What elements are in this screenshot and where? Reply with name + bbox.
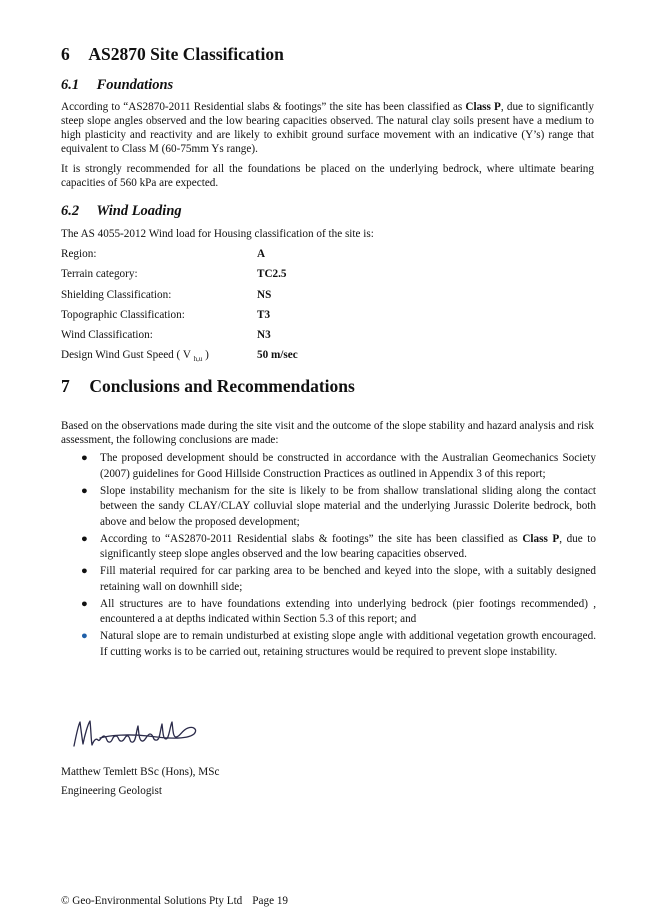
list-item xyxy=(61,532,596,563)
wind-row-topographic xyxy=(61,308,270,322)
bullet-icon: ● xyxy=(81,565,88,577)
section-6-title: AS2870 Site Classification xyxy=(88,44,284,64)
foundations-class-p: Class P xyxy=(465,101,501,113)
wind-gust-label xyxy=(61,348,257,366)
section-6-heading xyxy=(61,44,284,65)
list-item-text: All structures are to have foundations extending into underlying bedrock (pier footings recommended) , encountered a at depths indicated within Section 5.3 of this report; and xyxy=(100,597,596,625)
wind-row-label: Shielding Classification: xyxy=(61,289,172,301)
handwritten-signature xyxy=(70,712,210,756)
foundations-p1-text-end: , due to significantly steep slope angles observed and the low bearing capacities observed. The natural clay soils present have a medium to high plasticity and reactivity and are likely to exhibit ground surface movement with an indicative (Y’s) range that equivalent to Class M (60-75mm Ys range). xyxy=(61,101,594,155)
list-item xyxy=(61,564,596,595)
wind-row-label: Topographic Classification: xyxy=(61,309,185,321)
signatory-name: Matthew Temlett BSc (Hons), MSc xyxy=(61,766,220,778)
section-6-2-number: 6.2 xyxy=(61,203,80,219)
list-item-text: Natural slope are to remain undisturbed at existing slope angle with additional vegetation growth encouraged. If cutting works is to be carried out, retaining structures would be required to prevent slope instability. xyxy=(100,630,596,658)
wind-row-value: TC2.5 xyxy=(257,268,287,280)
wind-row-value: T3 xyxy=(257,309,271,321)
bullet-icon: ● xyxy=(81,630,88,642)
section-6-2-title: Wind Loading xyxy=(96,203,182,219)
foundations-p1-text: According to “AS2870-2011 Residential slabs & footings” the site has been classified as xyxy=(61,101,466,113)
section-7-heading xyxy=(61,376,355,397)
wind-row-gust-speed xyxy=(61,348,298,366)
wind-row-value: A xyxy=(257,248,266,260)
section-6-2-heading xyxy=(61,203,182,220)
wind-row-shielding xyxy=(61,288,271,302)
foundations-paragraph-1 xyxy=(61,100,594,156)
list-item xyxy=(61,451,596,482)
bullet-icon: ● xyxy=(81,452,88,464)
list-item xyxy=(61,597,596,628)
wind-row-classification xyxy=(61,328,271,342)
wind-row-label: Region: xyxy=(61,248,97,260)
wind-intro: The AS 4055-2012 Wind load for Housing classification of the site is: xyxy=(61,228,374,240)
conclusions-intro: Based on the observations made during the site visit and the outcome of the slope stability and hazard analysis and risk assessment, the following conclusions are made: xyxy=(61,420,594,446)
wind-gust-subscript: h,u xyxy=(193,355,203,364)
bullet-icon: ● xyxy=(81,532,88,545)
section-6-1-heading xyxy=(61,77,173,94)
list-item-text-end: , due to significantly steep slope angles observed and the low bearing capacities observed. xyxy=(100,532,596,560)
page-footer xyxy=(61,895,288,907)
section-6-number: 6 xyxy=(61,44,70,64)
wind-gust-label-text: Design Wind Gust Speed ( V xyxy=(61,349,191,361)
wind-row-terrain xyxy=(61,267,287,281)
signatory-role: Engineering Geologist xyxy=(61,785,162,797)
section-6-1-number: 6.1 xyxy=(61,77,80,93)
wind-row-label: Wind Classification: xyxy=(61,329,153,341)
bullet-icon: ● xyxy=(81,484,88,497)
wind-gust-label-close: ) xyxy=(202,349,209,361)
wind-row-region xyxy=(61,247,265,261)
footer-copyright: © Geo-Environmental Solutions Pty Ltd xyxy=(61,895,243,907)
list-item xyxy=(61,484,596,531)
list-item-text: The proposed development should be constructed in accordance with the Australian Geomechanics Society (2007) guidelines for Good Hillside Construction Practices as outlined in Appendix 3 of this report; xyxy=(100,452,596,480)
conclusions-list xyxy=(61,451,596,662)
bullet-icon: ● xyxy=(81,597,88,610)
wind-gust-value: 50 m/sec xyxy=(257,349,298,361)
section-6-1-title: Foundations xyxy=(96,77,174,93)
footer-page-number: Page 19 xyxy=(252,895,289,907)
wind-row-value: NS xyxy=(257,289,272,301)
foundations-paragraph-2: It is strongly recommended for all the foundations be placed on the underlying bedrock, where ultimate bearing capacities of 560 kPa are expected. xyxy=(61,163,594,189)
list-item-class-p: Class P xyxy=(522,532,560,545)
list-item xyxy=(61,629,596,660)
list-item-text: Slope instability mechanism for the site is likely to be from shallow translational sliding along the contact between the sandy CLAY/CLAY colluvial slope material and the underlying Jurassic Dolerite bedrock, both above and below the proposed development; xyxy=(100,484,596,528)
section-7-title: Conclusions and Recommendations xyxy=(89,376,355,396)
wind-row-label: Terrain category: xyxy=(61,268,138,280)
section-7-number: 7 xyxy=(61,376,70,396)
wind-row-value: N3 xyxy=(257,329,271,341)
list-item-text: According to “AS2870-2011 Residential slabs & footings” the site has been classified as xyxy=(100,532,523,545)
list-item-text: Fill material required for car parking area to be benched and keyed into the slope, with a suitably designed retaining wall on downhill side; xyxy=(100,565,596,593)
